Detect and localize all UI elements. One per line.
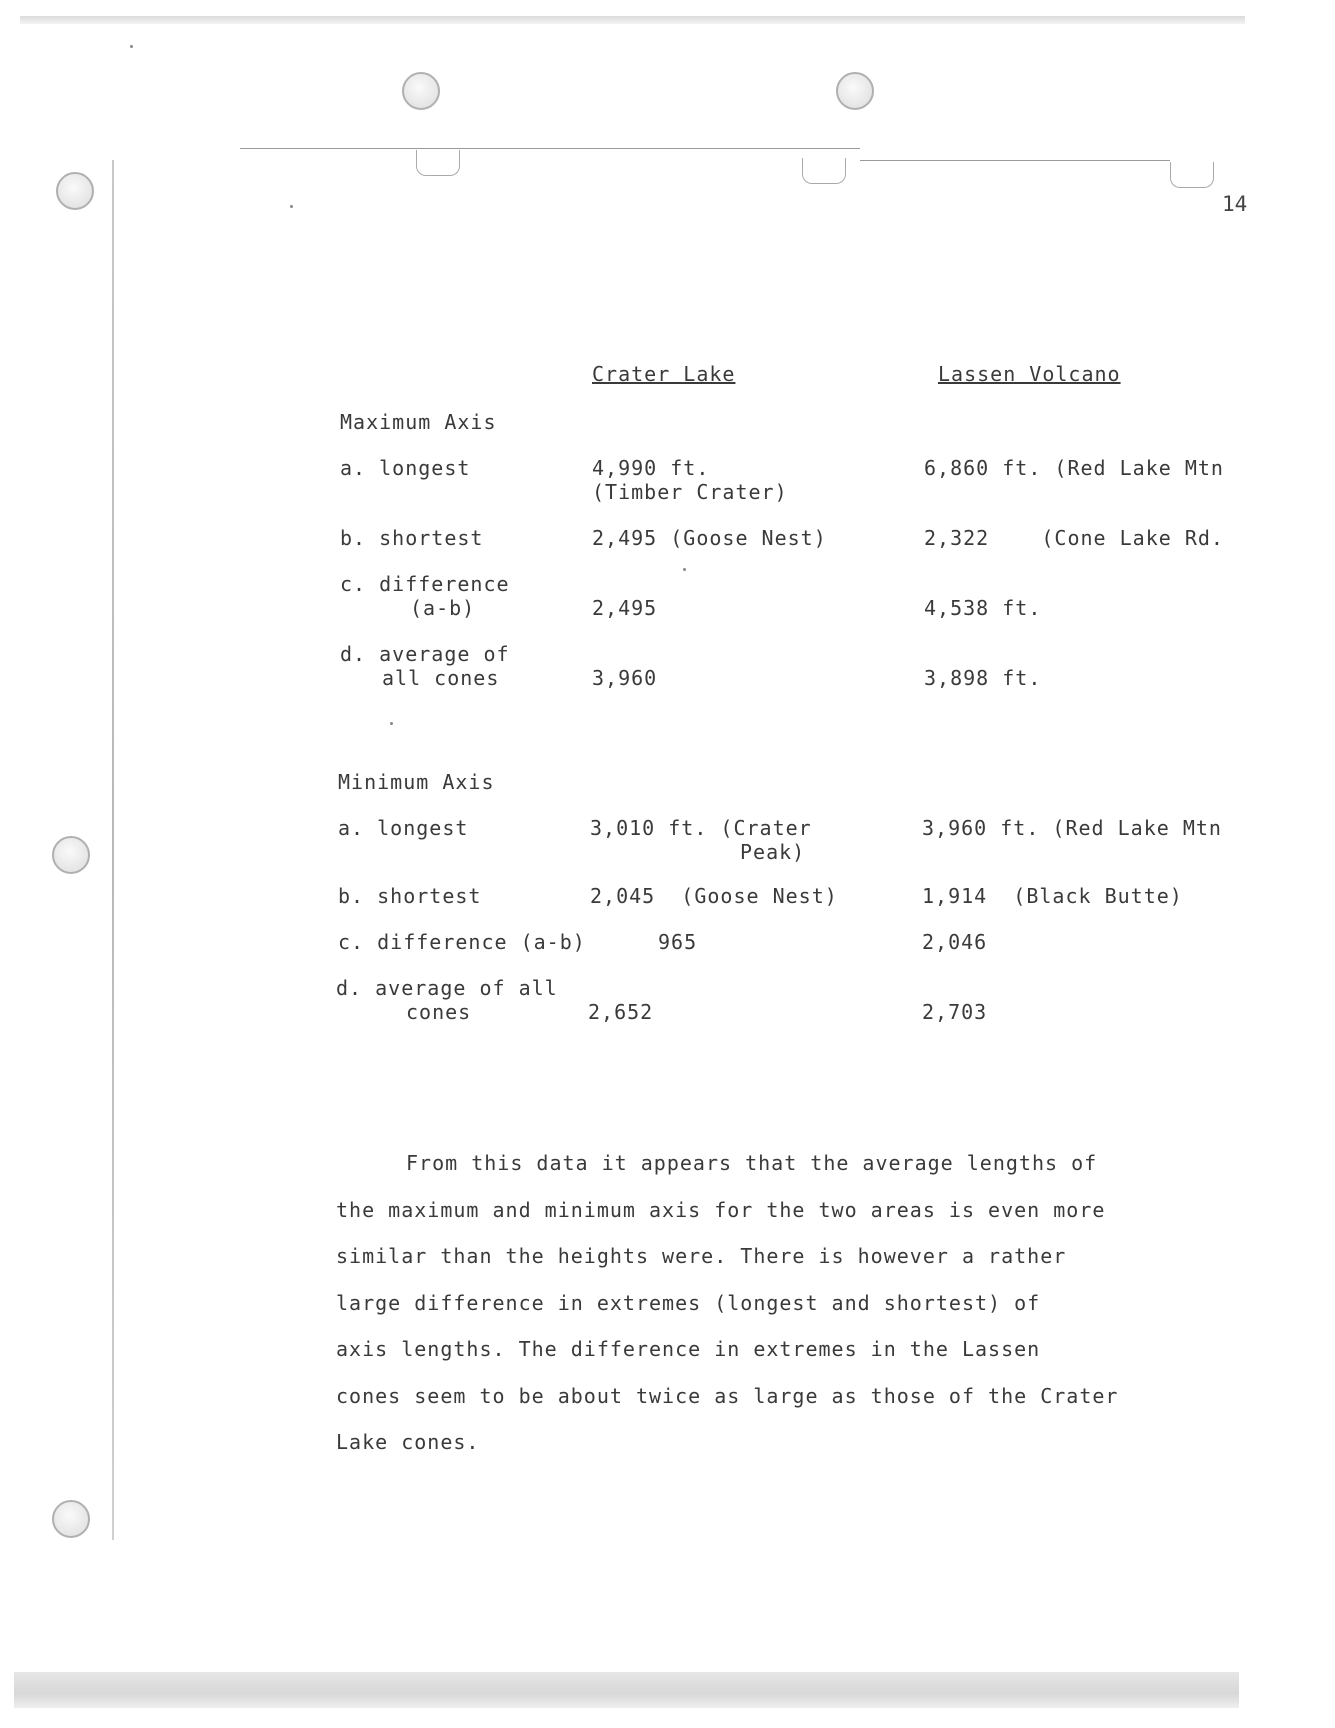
min-row-c-crater: 965	[658, 930, 698, 954]
speck	[130, 45, 133, 48]
speck	[290, 205, 293, 208]
max-row-a-crater: 4,990 ft.	[592, 456, 710, 480]
max-row-d-crater: 3,960	[592, 666, 658, 690]
min-row-c-label: c. difference (a-b)	[338, 930, 586, 954]
min-row-c-lassen: 2,046	[922, 930, 988, 954]
punch-hole-left-bottom	[52, 1500, 90, 1538]
paragraph-line: similar than the heights were. There is however a rather	[336, 1244, 1067, 1268]
paragraph-line: axis lengths. The difference in extremes in the Lassen	[336, 1337, 1041, 1361]
min-row-b-lassen: 1,914 (Black Butte)	[922, 884, 1183, 908]
max-row-c-crater: 2,495	[592, 596, 658, 620]
min-row-b-crater: 2,045 (Goose Nest)	[590, 884, 838, 908]
max-row-b-lassen: 2,322 (Cone Lake Rd.	[924, 526, 1224, 550]
max-row-d-lassen: 3,898 ft.	[924, 666, 1042, 690]
punch-hole-top-right	[836, 72, 874, 110]
min-row-a-label: a. longest	[338, 816, 469, 840]
paragraph-line: large difference in extremes (longest and shortest) of	[336, 1290, 1041, 1315]
paragraph-line: the maximum and minimum axis for the two areas is even more	[336, 1197, 1106, 1222]
max-row-c-label-line2: (a-b)	[410, 596, 476, 620]
speck	[683, 568, 686, 571]
page-bottom-edge	[14, 1672, 1239, 1708]
min-row-a-crater: 3,010 ft. (Crater	[590, 816, 812, 840]
header-rule-right	[860, 160, 1170, 161]
paragraph-line: cones seem to be about twice as large as those of the Crater	[336, 1383, 1119, 1408]
copy-stamp-1	[416, 150, 460, 176]
min-row-d-label: d. average of all	[336, 976, 558, 1000]
copy-stamp-3	[1170, 162, 1214, 188]
min-row-a-lassen: 3,960 ft. (Red Lake Mtn	[922, 816, 1222, 840]
column-header-lassen-volcano: Lassen Volcano	[938, 362, 1121, 386]
left-margin-shadow	[112, 160, 114, 1540]
punch-hole-left-top	[56, 172, 94, 210]
max-row-b-crater: 2,495 (Goose Nest)	[592, 526, 827, 550]
max-row-d-label-line2: all cones	[382, 666, 500, 690]
max-row-c-label: c. difference	[340, 572, 510, 596]
punch-hole-top-left	[402, 72, 440, 110]
punch-hole-left-middle	[52, 836, 90, 874]
speck	[390, 722, 393, 725]
max-row-b-label: b. shortest	[340, 526, 484, 550]
conclusion-paragraph	[336, 1140, 1196, 1466]
min-row-d-lassen: 2,703	[922, 1000, 988, 1024]
min-row-d-label-line2: cones	[406, 1000, 472, 1024]
max-row-a-crater-note: (Timber Crater)	[592, 480, 788, 504]
min-row-b-label: b. shortest	[338, 884, 482, 908]
paragraph-line: From this data it appears that the average lengths of	[406, 1151, 1098, 1175]
section-heading-maximum-axis: Maximum Axis	[340, 410, 497, 434]
max-row-a-lassen: 6,860 ft. (Red Lake Mtn	[924, 456, 1224, 480]
copy-stamp-2	[802, 158, 846, 184]
max-row-d-label: d. average of	[340, 642, 510, 666]
page-number: 14	[1222, 192, 1248, 216]
section-heading-minimum-axis: Minimum Axis	[338, 770, 495, 794]
max-row-a-label: a. longest	[340, 456, 471, 480]
min-row-a-crater-note: Peak)	[740, 840, 806, 864]
header-rule-left	[240, 148, 860, 149]
page-top-edge	[20, 16, 1245, 24]
paragraph-line: Lake cones.	[336, 1430, 480, 1454]
column-header-crater-lake: Crater Lake	[592, 362, 736, 386]
min-row-d-crater: 2,652	[588, 1000, 654, 1024]
max-row-c-lassen: 4,538 ft.	[924, 596, 1042, 620]
